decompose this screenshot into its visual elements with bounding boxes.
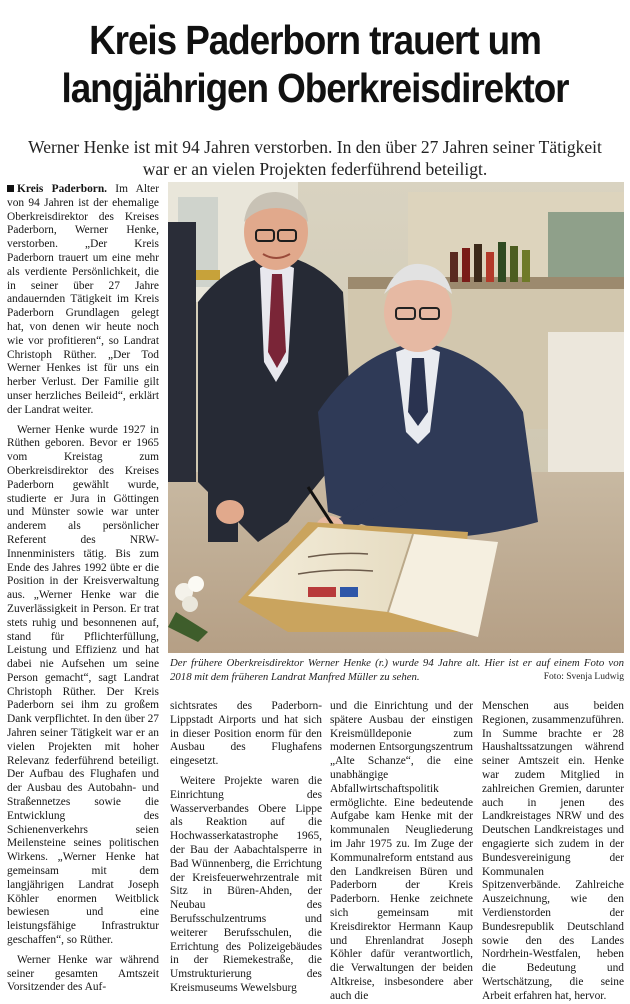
photo-caption: Der frühere Oberkreisdirektor Werner Henke (r.) wurde 94 Jahre alt. Hier ist er auf einem Foto von 2018 mit dem früheren Landrat Manfred Müller zu sehen. <box>170 657 624 683</box>
paragraph: und die Einrichtung und der spätere Ausbau der einstigen Kreismülldeponie zum modernen Entsorgungszentrum „Alte Schanze“, die eine unabhängige Abfallwirtschaftspolitik ermöglichte. Eine bedeutende Aufgabe kam Henke mit der kommunalen Neugliederung im Jahr 1975 zu. Im Zuge der Kommunalreform entstand aus den Landkreisen Büren und Paderborn der Kreis Paderborn. Henke zeichnete sich gemeinsam mit Kreisdirektor Hermann Kaup und Ehrenlandrat Joseph Köhler dafür verantwortlich, die Verwaltungen der beiden Altkreise, insbesondere aber auch die <box>330 700 473 1002</box>
article-column-3 <box>330 700 473 1002</box>
paragraph: Werner Henke wurde 1927 in Rüthen geboren. Bevor er 1965 vom Kreistag zum Oberkreisdirektor des Kreises Paderborn gewählt wurde, studierte er Jura in Göttingen und Münster sowie war unter anderem als persönlicher Referent des NRW-Innenministers tätig. Bis zum Ende des Jahres 1992 übte er die Position in der Kreisverwaltung aus. „Werner Henke war die Zuverlässigkeit in Person. Er trat stets ruhig und besonnenen auf, stand für Pflichterfüllung, Leistung und Effizienz und hat dabei nie Aufsehen um seine Person gemacht“, sagt Landrat Christoph Rüther. Der Kreis Paderborn sei ihm zu großem Dank verpflichtet. In den über 27 Jahren seiner Tätigkeit war er an vielen Projekten mit hoher Relevanz federführend beteiligt. Der Aufbau des Flughafen und der Ausbau des Autobahn- und Straßennetzes sowie die Entwicklung des Schienenverkehrs seien Meilensteine seines politischen Wirkens. „Werner Henke hat gemeinsam mit dem langjährigen Landrat Joseph Köhler enormen Weitblick bewiesen und eine leistungsfähige Infrastruktur geschaffen“, so Rüther. <box>7 423 159 947</box>
paragraph: Menschen aus beiden Regionen, zusammenzuführen. In Summe brachte er 28 Haushaltssatzungen während seiner Amtszeit ein. Henke war zudem Mitglied in zahlreichen Gremien, darunter auch in jenen des Landkreistages NRW und des Deutschen Landkreistages und engagierte sich zudem in der Bundesvereinigung der Kommunalen Spitzenverbände. Zahlreiche Auszeichnung, wie den Verdienstorden der Bundesrepublik Deutschland sowie den des Landes Nordrhein-Westfalen, heben die Bedeutung und Wertschätzung, die seine Arbeit erfahren hat, hervor. <box>482 700 624 1002</box>
subheadline-line-2: war er an vielen Projekten federführend beteiligt. <box>142 159 488 179</box>
paragraph-text: Im Alter von 94 Jahren ist der ehemalige Oberkreisdirektor des Kreises Paderborn, Werner Henke, verstorben. „Der Kreis Paderborn trauert um eine mehr als verdiente Persönlichkeit, die in seiner über 27 Jahre andauernden Tätigkeit im Kreis Paderborn Grundlagen gelegt hat, von denen wir heute noch wie vor profitieren“, so Landrat Christoph Rüther. „Der Tod Werner Henkes ist für uns ein herber Verlust. Der Familie gilt unser herzliches Beileid“, erklärt der Landrat weiter. <box>7 183 159 416</box>
article-column-2 <box>170 700 322 994</box>
photo-illustration <box>168 182 624 653</box>
paragraph <box>7 183 159 418</box>
subheadline <box>14 136 616 180</box>
article-photo <box>168 182 624 653</box>
article-column-1 <box>7 183 159 994</box>
person-left-edge <box>168 222 196 482</box>
paragraph: sichtsrates des Paderborn-Lippstadt Airports und hat sich in dieser Position enorm für den Ausbau des Flughafens eingesetzt. <box>170 700 322 768</box>
dateline: Kreis Paderborn. <box>7 183 107 195</box>
headline <box>37 16 593 112</box>
paragraph: Weitere Projekte waren die Einrichtung des Wasserverbandes Obere Lippe als Reaktion auf die Hochwasserkatastrophe 1965, der Bau der Aabachtalsperre in Bad Wünnenberg, die Errichtung der Kreisfeuerwehrzentrale mit Sitz in Büren-Ahden, der Neubau des Berufsschulzentrums und weiterer Berufsschulen, die Errichtung des Polizeigebäudes in der Riemekestraße, die Umstrukturierung des Kreismuseums Wewelsburg <box>170 774 322 994</box>
headline-line-2: langjährigen Oberkreisdirektor <box>61 65 569 111</box>
paragraph: Werner Henke war während seiner gesamten Amtszeit Vorsitzender des Auf- <box>7 953 159 994</box>
subheadline-line-1: Werner Henke ist mit 94 Jahren verstorben. In den über 27 Jahren seiner Tätigkeit <box>28 137 602 157</box>
photo-credit: Foto: Svenja Ludwig <box>543 672 624 682</box>
headline-line-1: Kreis Paderborn trauert um <box>89 17 541 63</box>
square-bullet-icon <box>7 185 14 192</box>
article-column-4 <box>482 700 624 1002</box>
